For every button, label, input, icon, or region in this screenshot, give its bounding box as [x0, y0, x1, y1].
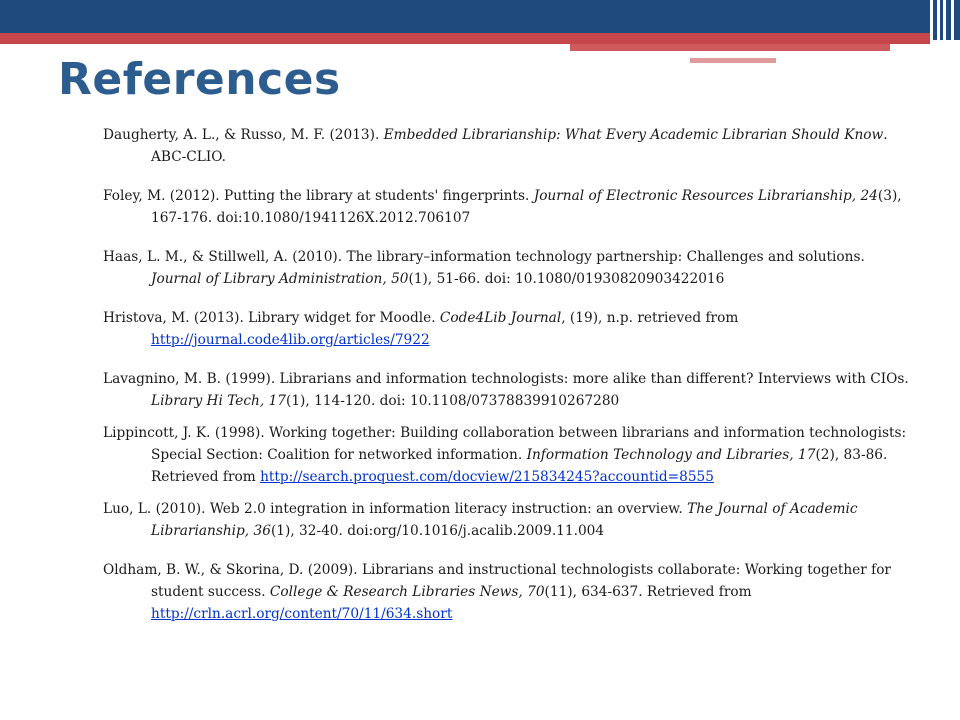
- header-accent-bar: [0, 33, 930, 44]
- reference-italic-text: Library Hi Tech, 17: [151, 393, 286, 409]
- reference-italic-text: Embedded Librarianship: What Every Academic Librarian Should Know: [383, 127, 884, 143]
- header-divider-line: [570, 51, 890, 53]
- reference-item: [103, 368, 918, 412]
- reference-text: Oldham, B. W., & Skorina, D. (2009). Librarians and instructional technologists collaborate: Working together for student success.: [103, 562, 891, 600]
- reference-link[interactable]: http://search.proquest.com/docview/215834245?accountid=8555: [260, 469, 714, 485]
- reference-text: (1), 32-40. doi:org/10.1016/j.acalib.2009.11.004: [270, 523, 605, 539]
- reference-text: (11), 634-637. Retrieved from: [544, 584, 752, 600]
- reference-item: [103, 422, 918, 488]
- reference-text: Luo, L. (2010). Web 2.0 integration in information literacy instruction: an overview.: [103, 501, 688, 517]
- reference-text: Lippincott, J. K. (1998). Working together: Building collaboration between librarians and information technologists: Special Section: Coalition for networked information.: [103, 425, 907, 463]
- header-bar: [0, 0, 930, 33]
- reference-italic-text: Information Technology and Libraries, 17: [526, 447, 816, 463]
- reference-item: [103, 185, 918, 229]
- reference-text: Haas, L. M., & Stillwell, A. (2010). The library–information technology partnership: Challenges and solutions.: [103, 249, 865, 265]
- reference-item: [103, 246, 918, 290]
- header-stripe: [933, 0, 937, 40]
- reference-text: Hristova, M. (2013). Library widget for Moodle.: [103, 310, 440, 326]
- header-accent-bar-tertiary: [690, 58, 776, 63]
- reference-text: Daugherty, A. L., & Russo, M. F. (2013).: [103, 127, 384, 143]
- reference-text: Foley, M. (2012). Putting the library at students' fingerprints.: [103, 188, 534, 204]
- header-stripe: [946, 0, 951, 40]
- reference-italic-text: Journal of Library Administration, 50: [151, 271, 409, 287]
- reference-text: (2), 83-86. Retrieved from: [151, 447, 888, 485]
- reference-list: [103, 124, 918, 625]
- reference-item: [103, 307, 918, 351]
- reference-text: . ABC-CLIO.: [151, 127, 888, 165]
- header-stripe: [940, 0, 943, 40]
- reference-text: (1), 51-66. doi: 10.1080/01930820903422016: [408, 271, 725, 287]
- page-title: References: [58, 54, 341, 105]
- reference-italic-text: Journal of Electronic Resources Librarianship, 24: [533, 188, 878, 204]
- reference-italic-text: Code4Lib Journal: [439, 310, 562, 326]
- reference-text: , (19), n.p. retrieved from: [561, 310, 739, 326]
- reference-link[interactable]: http://crln.acrl.org/content/70/11/634.short: [151, 606, 453, 622]
- reference-italic-text: The Journal of Academic Librarianship, 36: [151, 501, 858, 539]
- reference-link[interactable]: http://journal.code4lib.org/articles/7922: [151, 332, 430, 348]
- header-stripe: [954, 0, 960, 40]
- reference-text: Lavagnino, M. B. (1999). Librarians and information technologists: more alike than different? Interviews with CIOs.: [103, 371, 909, 387]
- reference-italic-text: College & Research Libraries News, 70: [269, 584, 545, 600]
- reference-item: [103, 124, 918, 168]
- reference-text: (3), 167-176. doi:10.1080/1941126X.2012.706107: [151, 188, 902, 226]
- reference-item: [103, 498, 918, 542]
- reference-item: [103, 559, 918, 625]
- reference-text: (1), 114-120. doi: 10.1108/07378839910267280: [286, 393, 620, 409]
